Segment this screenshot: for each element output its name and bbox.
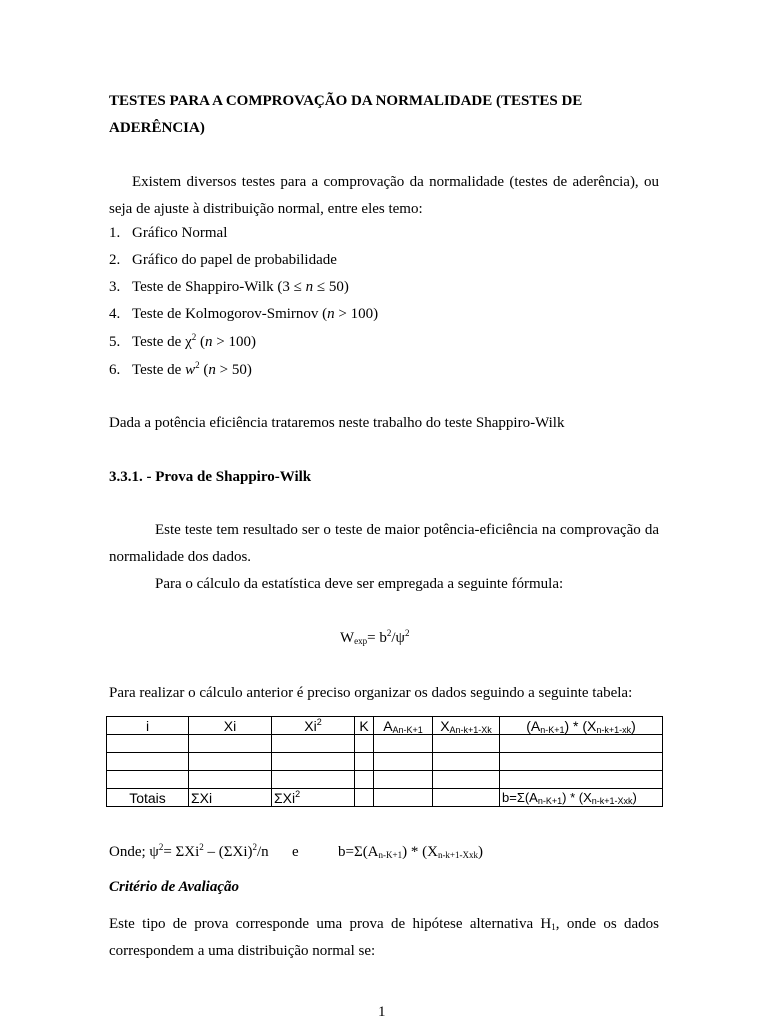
table-row bbox=[107, 753, 663, 771]
list-text-end: > 100) bbox=[334, 306, 379, 322]
totals-xi2-sup: 2 bbox=[295, 788, 301, 799]
list-number: 1. bbox=[109, 225, 121, 241]
table-intro-paragraph: Para realizar o cálculo anterior é preciso organizar os dados seguindo a seguinte tabela: bbox=[109, 685, 633, 701]
header-xi2 bbox=[272, 717, 355, 735]
list-number: 6. bbox=[109, 362, 121, 378]
header-xi: Xi bbox=[189, 717, 272, 735]
formula-eq: = b bbox=[367, 630, 387, 646]
header-product-end: ) bbox=[631, 717, 636, 734]
header-a-text: A bbox=[383, 717, 393, 734]
list-text-end: ≤ 50) bbox=[313, 279, 349, 295]
criterio-text: Este tipo de prova corresponde uma prova de hipótese alternativa H bbox=[109, 916, 552, 932]
totals-b bbox=[500, 789, 663, 807]
section-heading: 3.3.1. - Prova de Shappiro-Wilk bbox=[109, 469, 312, 485]
header-i: i bbox=[107, 717, 189, 735]
list-text: Teste de Kolmogorov-Smirnov ( bbox=[132, 306, 328, 322]
w-symbol: w bbox=[185, 362, 196, 378]
formula-sup2: 2 bbox=[404, 628, 410, 638]
onde-minus: – (ΣXi) bbox=[203, 844, 253, 860]
list-item-test-2 bbox=[109, 247, 337, 274]
list-text-end: > 100) bbox=[212, 334, 256, 350]
list-text-mid: ( bbox=[199, 362, 209, 378]
formula-sup1: 2 bbox=[386, 628, 392, 638]
header-product-mid: ) * (X bbox=[564, 717, 597, 734]
totals-label: Totais bbox=[107, 789, 189, 807]
chi-symbol: χ bbox=[185, 334, 192, 350]
criterio-sub: 1 bbox=[551, 922, 556, 932]
header-xi2-text: Xi bbox=[304, 717, 317, 734]
list-item-test-3 bbox=[109, 274, 349, 301]
criterio-paragraph bbox=[109, 911, 659, 965]
criterio-text-end: , onde os dados correspondem a uma distribuição normal se: bbox=[109, 916, 659, 959]
superscript: 2 bbox=[195, 360, 200, 370]
section-paragraph: Este teste tem resultado ser o teste de maior potência-eficiência na comprovação da normalidade dos dados. bbox=[109, 522, 659, 565]
variable-n: n bbox=[205, 334, 213, 350]
table-header-row bbox=[107, 717, 663, 735]
list-item-test-5 bbox=[109, 329, 256, 356]
header-x-text: X bbox=[440, 717, 450, 734]
superscript: 2 bbox=[191, 332, 197, 342]
formula-w: W bbox=[340, 630, 355, 646]
header-a bbox=[374, 717, 433, 735]
list-item-test-1 bbox=[109, 220, 227, 247]
list-text: Teste de bbox=[132, 362, 186, 378]
table-row bbox=[107, 735, 663, 753]
onde-formula bbox=[109, 844, 269, 861]
variable-n: n bbox=[327, 306, 335, 322]
list-number: 4. bbox=[109, 306, 121, 322]
list-text: Gráfico Normal bbox=[132, 225, 228, 241]
header-a-sub: An-K+1 bbox=[392, 724, 423, 735]
onde-b-sub1: n-K+1 bbox=[378, 850, 403, 860]
onde-b-sub2: n-k+1-Xxk bbox=[437, 850, 479, 860]
list-text: Gráfico do papel de probabilidade bbox=[132, 252, 337, 268]
totals-b-mid: ) * (X bbox=[562, 790, 592, 805]
criterio-heading: Critério de Avaliação bbox=[109, 879, 239, 895]
header-product-a-sub: n-K+1 bbox=[540, 724, 565, 735]
totals-b-end: ) bbox=[632, 790, 637, 805]
totals-b-sub2: n-k+1-Xxk bbox=[591, 796, 633, 806]
list-text: Teste de Shappiro-Wilk (3 ≤ bbox=[132, 279, 306, 295]
header-product bbox=[500, 717, 663, 735]
list-text: Teste de bbox=[132, 334, 186, 350]
intro-paragraph: Existem diversos testes para a comprovação da normalidade (testes de aderência), ou seja de ajuste à distribuição normal, entre eles temo: bbox=[109, 174, 659, 217]
list-number: 3. bbox=[109, 279, 121, 295]
onde-b: b=Σ(A bbox=[338, 844, 379, 860]
totals-xi2 bbox=[272, 789, 355, 807]
onde-sup3: 2 bbox=[252, 842, 257, 852]
header-xi2-sup: 2 bbox=[316, 716, 322, 727]
table-totals-row bbox=[107, 789, 663, 807]
list-item-test-4 bbox=[109, 301, 378, 328]
header-product-x-sub: n-k+1-xk bbox=[596, 724, 632, 735]
page-number: 1 bbox=[378, 1004, 386, 1020]
formula-w-sub: exp bbox=[354, 636, 368, 646]
onde-eq: = ΣXi bbox=[163, 844, 200, 860]
onde-sup2: 2 bbox=[199, 842, 204, 852]
header-product-a: (A bbox=[526, 717, 541, 734]
document-title: TESTES PARA A COMPROVAÇÃO DA NORMALIDADE (TESTES DE ADERÊNCIA) bbox=[109, 93, 583, 136]
header-x bbox=[433, 717, 500, 735]
variable-n: n bbox=[305, 279, 314, 295]
totals-xi: ΣXi bbox=[189, 789, 272, 807]
calc-paragraph: Para o cálculo da estatística deve ser empregada a seguinte fórmula: bbox=[155, 576, 564, 592]
list-text-mid: ( bbox=[196, 334, 206, 350]
formula-psi: /ψ bbox=[391, 630, 405, 646]
onde-and: e bbox=[292, 844, 299, 860]
onde-b-formula bbox=[338, 844, 483, 861]
onde-div: /n bbox=[257, 844, 269, 860]
table-row bbox=[107, 771, 663, 789]
totals-b-text: b=Σ(A bbox=[502, 790, 538, 805]
header-k: K bbox=[355, 717, 374, 735]
totals-xi2-text: ΣXi bbox=[274, 789, 296, 806]
onde-sup1: 2 bbox=[158, 842, 164, 852]
onde-label: Onde; ψ bbox=[109, 844, 159, 860]
header-x-sub: An-k+1-Xk bbox=[449, 724, 492, 735]
totals-b-sub1: n-K+1 bbox=[537, 796, 563, 806]
formula-w-exp bbox=[340, 630, 409, 647]
variable-n: n bbox=[208, 362, 216, 378]
list-item-test-6 bbox=[109, 357, 252, 384]
list-text-end: > 50) bbox=[215, 362, 252, 378]
potencia-paragraph: Dada a potência eficiência trataremos neste trabalho do teste Shappiro-Wilk bbox=[109, 415, 565, 431]
list-number: 5. bbox=[109, 334, 121, 350]
list-number: 2. bbox=[109, 252, 121, 268]
onde-b-mid: ) * (X bbox=[402, 844, 438, 860]
onde-b-end: ) bbox=[478, 844, 484, 860]
shapiro-wilk-table bbox=[106, 716, 663, 807]
